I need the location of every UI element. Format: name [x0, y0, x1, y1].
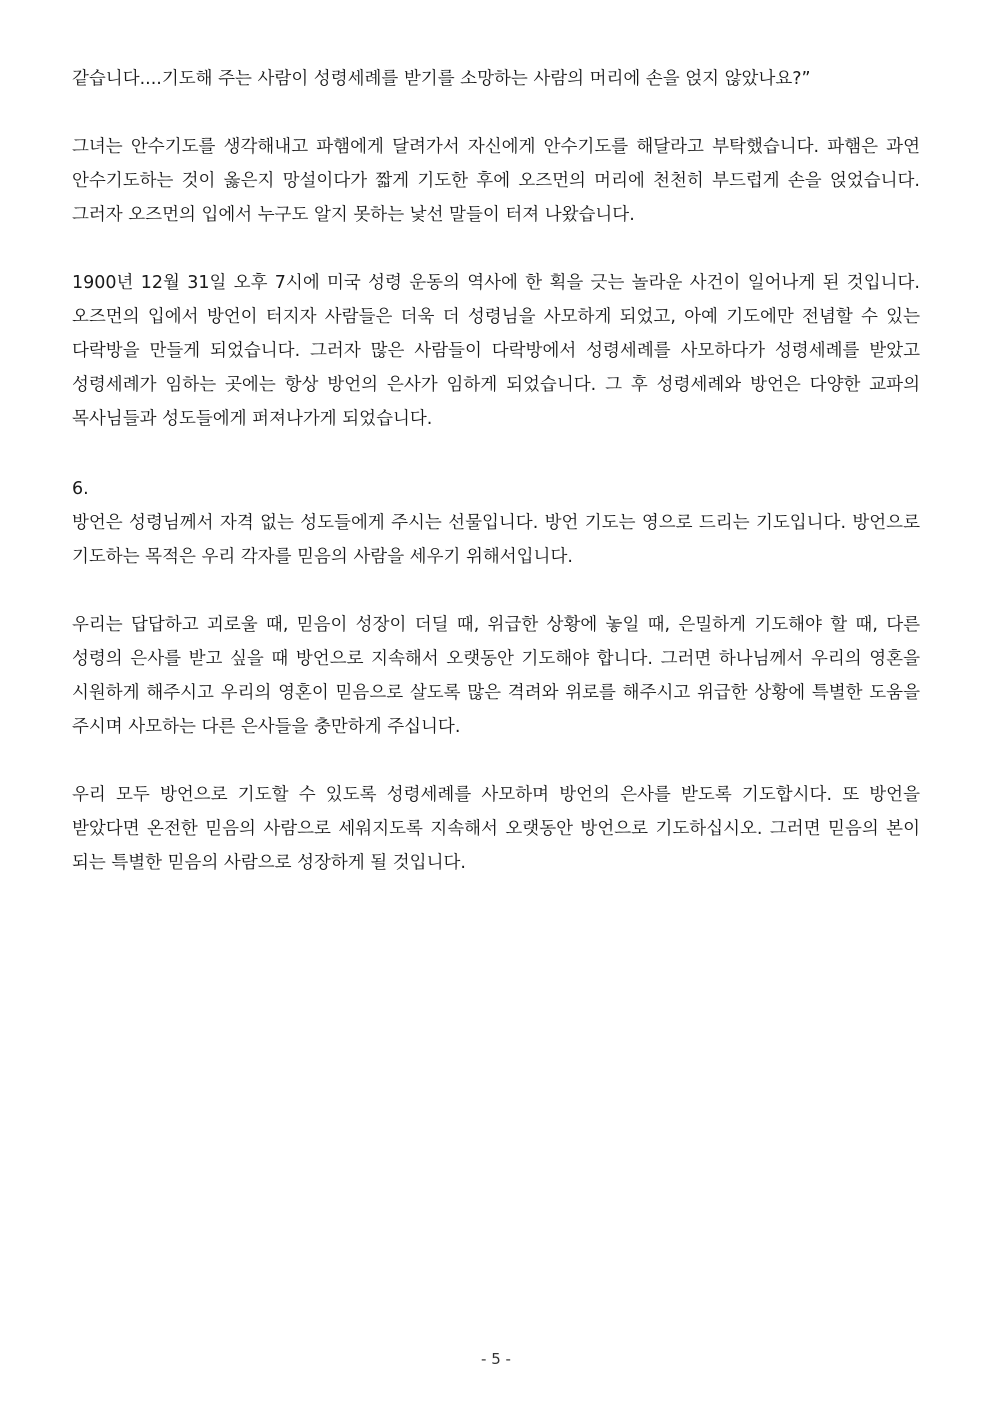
paragraph-when-to-pray: 우리는 답답하고 괴로울 때, 믿음이 성장이 더딜 때, 위급한 상황에 놓일 때, 은밀하게 기도해야 할 때, 다른 성령의 은사를 받고 싶을 때 방언으로 지속해서 오랫동안 기도해야 합니다. 그러면 하나님께서 우리의 영혼을 시원하게 해주시고 우리의 영혼이 믿음으로 살도록 많은 격려와 위로를 해주시고 위급한 상황에 특별한 도움을 주시며 사모하는 다른 은사들을 충만하게 주십니다. — [72, 615, 920, 737]
paragraph-spacer — [72, 96, 920, 130]
paragraph-quote-end: 같습니다....기도해 주는 사람이 성령세례를 받기를 소망하는 사람의 머리에 손을 얹지 않았나요?” — [72, 69, 811, 89]
document-page — [72, 62, 920, 880]
section-number: 6. — [72, 479, 89, 499]
paragraph-history-1900: 1900년 12월 31일 오후 7시에 미국 성령 운동의 역사에 한 획을 긋는 놀라운 사건이 일어나게 된 것입니다. 오즈먼의 입에서 방언이 터지자 사람들은 더욱 더 성령님을 사모하게 되었고, 아예 기도에만 전념할 수 있는 다락방을 만들게 되었습니다. 그러자 많은 사람들이 다락방에서 성령세례를 사모하다가 성령세례를 받았고 성령세례가 임하는 곳에는 항상 방언의 은사가 임하게 되었습니다. 그 후 성령세례와 방언은 다양한 교파의 목사님들과 성도들에게 퍼져나가게 되었습니다. — [72, 273, 920, 429]
paragraph-laying-on-hands: 그녀는 안수기도를 생각해내고 파햄에게 달려가서 자신에게 안수기도를 해달라고 부탁했습니다. 파햄은 과연 안수기도하는 것이 옳은지 망설이다가 짧게 기도한 후에 오즈먼의 머리에 천천히 부드럽게 손을 얹었습니다. 그러자 오즈먼의 입에서 누구도 알지 못하는 낯선 말들이 터져 나왔습니다. — [72, 137, 920, 225]
paragraph-tongues-gift: 방언은 성령님께서 자격 없는 성도들에게 주시는 선물입니다. 방언 기도는 영으로 드리는 기도입니다. 방언으로 기도하는 목적은 우리 각자를 믿음의 사람을 세우기 위해서입니다. — [72, 513, 920, 567]
paragraph-exhortation: 우리 모두 방언으로 기도할 수 있도록 성령세례를 사모하며 방언의 은사를 받도록 기도합시다. 또 방언을 받았다면 온전한 믿음의 사람으로 세워지도록 지속해서 오랫동안 방언으로 기도하십시오. 그러면 믿음의 본이 되는 특별한 믿음의 사람으로 성장하게 될 것입니다. — [72, 785, 920, 873]
paragraph-spacer — [72, 436, 920, 472]
paragraph-spacer — [72, 744, 920, 778]
paragraph-spacer — [72, 232, 920, 266]
paragraph-spacer — [72, 574, 920, 608]
page-number: - 5 - — [481, 1350, 511, 1368]
